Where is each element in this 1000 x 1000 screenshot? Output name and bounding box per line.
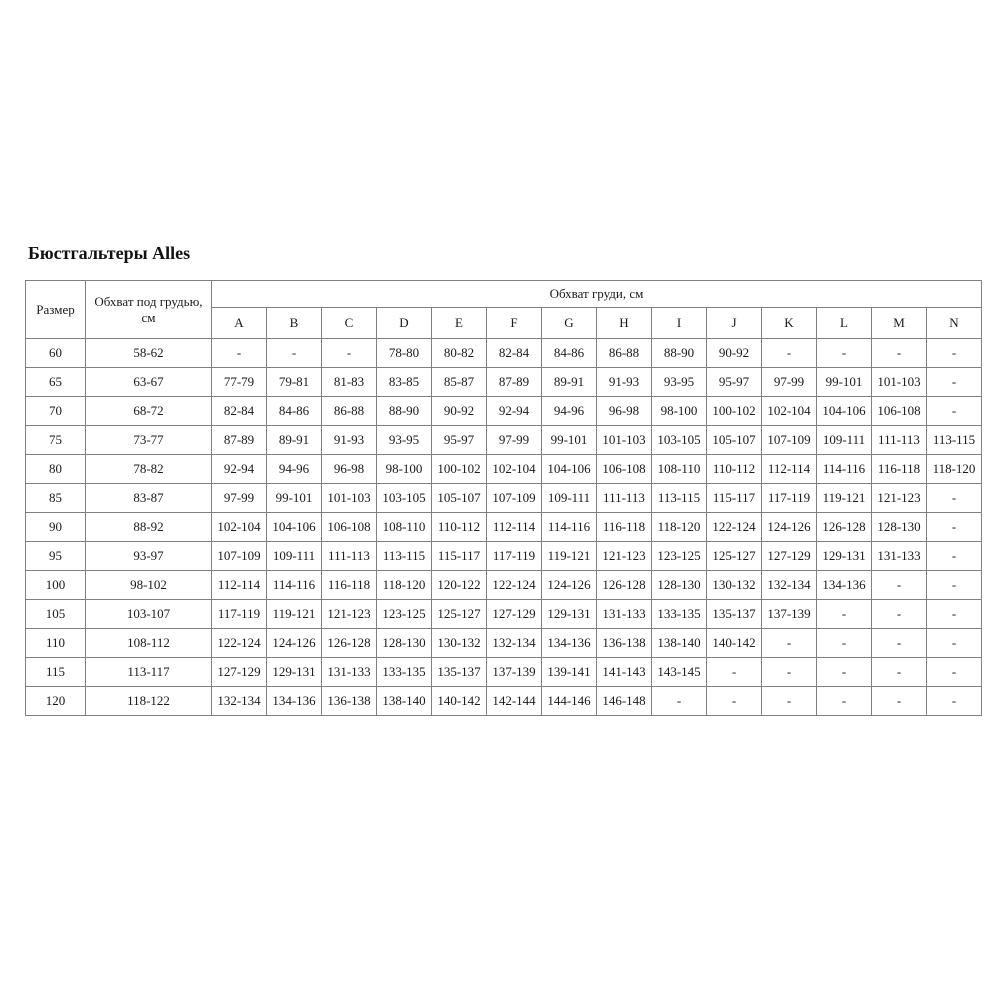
cup-range-cell: 127-129 bbox=[212, 658, 267, 687]
cup-range-cell: 85-87 bbox=[432, 368, 487, 397]
cup-range-cell: 112-114 bbox=[212, 571, 267, 600]
cup-range-cell: - bbox=[927, 513, 982, 542]
cup-range-cell: 109-111 bbox=[542, 484, 597, 513]
cup-range-cell: 89-91 bbox=[542, 368, 597, 397]
cup-range-cell: 127-129 bbox=[762, 542, 817, 571]
size-cell: 70 bbox=[26, 397, 86, 426]
cup-range-cell: 92-94 bbox=[212, 455, 267, 484]
cup-range-cell: - bbox=[267, 339, 322, 368]
cup-range-cell: 132-134 bbox=[762, 571, 817, 600]
cup-range-cell: 104-106 bbox=[542, 455, 597, 484]
cup-range-cell: 92-94 bbox=[487, 397, 542, 426]
cup-range-cell: 97-99 bbox=[212, 484, 267, 513]
cup-range-cell: - bbox=[707, 658, 762, 687]
size-cell: 75 bbox=[26, 426, 86, 455]
cup-range-cell: 116-118 bbox=[322, 571, 377, 600]
cup-range-cell: - bbox=[927, 339, 982, 368]
cup-column-header: E bbox=[432, 308, 487, 339]
cup-range-cell: 119-121 bbox=[267, 600, 322, 629]
cup-range-cell: 115-117 bbox=[432, 542, 487, 571]
cup-range-cell: 84-86 bbox=[542, 339, 597, 368]
cup-range-cell: 117-119 bbox=[487, 542, 542, 571]
size-cell: 115 bbox=[26, 658, 86, 687]
cup-range-cell: 139-141 bbox=[542, 658, 597, 687]
cup-range-cell: 131-133 bbox=[872, 542, 927, 571]
cup-column-header: H bbox=[597, 308, 652, 339]
cup-range-cell: 125-127 bbox=[707, 542, 762, 571]
underbust-cell: 88-92 bbox=[86, 513, 212, 542]
cup-range-cell: 102-104 bbox=[212, 513, 267, 542]
cup-range-cell: 84-86 bbox=[267, 397, 322, 426]
table-row bbox=[26, 397, 982, 426]
table-row bbox=[26, 600, 982, 629]
cup-range-cell: 93-95 bbox=[377, 426, 432, 455]
cup-range-cell: - bbox=[762, 658, 817, 687]
cup-range-cell: 119-121 bbox=[817, 484, 872, 513]
cup-range-cell: 101-103 bbox=[872, 368, 927, 397]
cup-column-header: F bbox=[487, 308, 542, 339]
cup-range-cell: 122-124 bbox=[487, 571, 542, 600]
cup-range-cell: 88-90 bbox=[652, 339, 707, 368]
cup-range-cell: 104-106 bbox=[817, 397, 872, 426]
cup-range-cell: 115-117 bbox=[707, 484, 762, 513]
cup-range-cell: 78-80 bbox=[377, 339, 432, 368]
cup-range-cell: 82-84 bbox=[212, 397, 267, 426]
cup-range-cell: 117-119 bbox=[212, 600, 267, 629]
cup-range-cell: 107-109 bbox=[212, 542, 267, 571]
cup-range-cell: - bbox=[762, 339, 817, 368]
cup-range-cell: 137-139 bbox=[487, 658, 542, 687]
underbust-cell: 108-112 bbox=[86, 629, 212, 658]
table-row bbox=[26, 571, 982, 600]
size-column-header: Размер bbox=[26, 281, 86, 339]
cup-range-cell: 90-92 bbox=[432, 397, 487, 426]
size-cell: 65 bbox=[26, 368, 86, 397]
cup-range-cell: 127-129 bbox=[487, 600, 542, 629]
cup-range-cell: 105-107 bbox=[707, 426, 762, 455]
size-cell: 95 bbox=[26, 542, 86, 571]
underbust-cell: 58-62 bbox=[86, 339, 212, 368]
cup-range-cell: 98-100 bbox=[652, 397, 707, 426]
table-row bbox=[26, 426, 982, 455]
cup-range-cell: 87-89 bbox=[212, 426, 267, 455]
cup-range-cell: 134-136 bbox=[542, 629, 597, 658]
cup-range-cell: 135-137 bbox=[707, 600, 762, 629]
cup-range-cell: 107-109 bbox=[762, 426, 817, 455]
cup-range-cell: - bbox=[817, 339, 872, 368]
cup-range-cell: 126-128 bbox=[817, 513, 872, 542]
cup-range-cell: 118-120 bbox=[927, 455, 982, 484]
size-cell: 85 bbox=[26, 484, 86, 513]
cup-range-cell: - bbox=[817, 658, 872, 687]
cup-range-cell: 121-123 bbox=[872, 484, 927, 513]
cup-range-cell: 140-142 bbox=[432, 687, 487, 716]
cup-range-cell: - bbox=[927, 658, 982, 687]
cup-range-cell: 130-132 bbox=[432, 629, 487, 658]
cup-range-cell: 128-130 bbox=[872, 513, 927, 542]
cup-range-cell: 109-111 bbox=[817, 426, 872, 455]
cup-range-cell: 126-128 bbox=[597, 571, 652, 600]
cup-column-header: N bbox=[927, 308, 982, 339]
cup-range-cell: 103-105 bbox=[652, 426, 707, 455]
cup-range-cell: 144-146 bbox=[542, 687, 597, 716]
cup-range-cell: - bbox=[872, 571, 927, 600]
cup-range-cell: 104-106 bbox=[267, 513, 322, 542]
cup-range-cell: 112-114 bbox=[762, 455, 817, 484]
cup-column-header: M bbox=[872, 308, 927, 339]
underbust-cell: 73-77 bbox=[86, 426, 212, 455]
cup-range-cell: 128-130 bbox=[377, 629, 432, 658]
cup-range-cell: 129-131 bbox=[817, 542, 872, 571]
cup-range-cell: 134-136 bbox=[817, 571, 872, 600]
cup-range-cell: 132-134 bbox=[212, 687, 267, 716]
table-row bbox=[26, 629, 982, 658]
cup-range-cell: - bbox=[817, 629, 872, 658]
size-cell: 105 bbox=[26, 600, 86, 629]
cup-range-cell: 94-96 bbox=[267, 455, 322, 484]
cup-range-cell: 86-88 bbox=[322, 397, 377, 426]
cup-range-cell: 111-113 bbox=[322, 542, 377, 571]
cup-range-cell: 124-126 bbox=[762, 513, 817, 542]
cup-range-cell: - bbox=[927, 629, 982, 658]
cup-range-cell: 102-104 bbox=[762, 397, 817, 426]
cup-range-cell: 98-100 bbox=[377, 455, 432, 484]
size-cell: 100 bbox=[26, 571, 86, 600]
cup-range-cell: 124-126 bbox=[267, 629, 322, 658]
cup-range-cell: 140-142 bbox=[707, 629, 762, 658]
cup-range-cell: 121-123 bbox=[322, 600, 377, 629]
cup-range-cell: 132-134 bbox=[487, 629, 542, 658]
cup-range-cell: 123-125 bbox=[377, 600, 432, 629]
cup-range-cell: 106-108 bbox=[872, 397, 927, 426]
cup-range-cell: 96-98 bbox=[322, 455, 377, 484]
cup-range-cell: - bbox=[872, 658, 927, 687]
cup-range-cell: 133-135 bbox=[377, 658, 432, 687]
cup-range-cell: 110-112 bbox=[707, 455, 762, 484]
cup-range-cell: 93-95 bbox=[652, 368, 707, 397]
cup-range-cell: 103-105 bbox=[377, 484, 432, 513]
cup-range-cell: 113-115 bbox=[652, 484, 707, 513]
cup-column-header: G bbox=[542, 308, 597, 339]
table-row bbox=[26, 339, 982, 368]
underbust-cell: 113-117 bbox=[86, 658, 212, 687]
cup-range-cell: 116-118 bbox=[597, 513, 652, 542]
cup-column-header: I bbox=[652, 308, 707, 339]
cup-range-cell: 97-99 bbox=[487, 426, 542, 455]
table-row bbox=[26, 455, 982, 484]
cup-range-cell: 129-131 bbox=[267, 658, 322, 687]
cup-range-cell: 110-112 bbox=[432, 513, 487, 542]
cup-range-cell: 106-108 bbox=[597, 455, 652, 484]
bust-group-header: Обхват груди, см bbox=[212, 281, 982, 308]
cup-range-cell: 135-137 bbox=[432, 658, 487, 687]
cup-range-cell: 111-113 bbox=[597, 484, 652, 513]
cup-range-cell: 123-125 bbox=[652, 542, 707, 571]
cup-range-cell: 80-82 bbox=[432, 339, 487, 368]
cup-range-cell: 114-116 bbox=[542, 513, 597, 542]
cup-range-cell: 126-128 bbox=[322, 629, 377, 658]
cup-range-cell: - bbox=[762, 687, 817, 716]
cup-range-cell: 102-104 bbox=[487, 455, 542, 484]
cup-range-cell: 77-79 bbox=[212, 368, 267, 397]
cup-range-cell: - bbox=[927, 484, 982, 513]
size-cell: 80 bbox=[26, 455, 86, 484]
cup-range-cell: 91-93 bbox=[322, 426, 377, 455]
cup-range-cell: 138-140 bbox=[652, 629, 707, 658]
cup-range-cell: - bbox=[927, 368, 982, 397]
cup-range-cell: 100-102 bbox=[432, 455, 487, 484]
size-cell: 60 bbox=[26, 339, 86, 368]
cup-range-cell: - bbox=[872, 687, 927, 716]
cup-range-cell: 120-122 bbox=[432, 571, 487, 600]
cup-range-cell: 117-119 bbox=[762, 484, 817, 513]
cup-column-header: A bbox=[212, 308, 267, 339]
cup-range-cell: - bbox=[817, 600, 872, 629]
cup-range-cell: 131-133 bbox=[597, 600, 652, 629]
underbust-cell: 103-107 bbox=[86, 600, 212, 629]
cup-range-cell: 94-96 bbox=[542, 397, 597, 426]
cup-range-cell: 79-81 bbox=[267, 368, 322, 397]
cup-column-header: K bbox=[762, 308, 817, 339]
table-row bbox=[26, 484, 982, 513]
size-chart-table bbox=[25, 280, 982, 716]
cup-range-cell: 125-127 bbox=[432, 600, 487, 629]
cup-range-cell: - bbox=[927, 397, 982, 426]
cup-range-cell: 124-126 bbox=[542, 571, 597, 600]
underbust-cell: 78-82 bbox=[86, 455, 212, 484]
cup-range-cell: 95-97 bbox=[432, 426, 487, 455]
cup-column-header: B bbox=[267, 308, 322, 339]
cup-range-cell: 88-90 bbox=[377, 397, 432, 426]
cup-range-cell: 109-111 bbox=[267, 542, 322, 571]
cup-range-cell: - bbox=[817, 687, 872, 716]
cup-range-cell: 108-110 bbox=[652, 455, 707, 484]
cup-range-cell: - bbox=[927, 571, 982, 600]
cup-range-cell: 143-145 bbox=[652, 658, 707, 687]
cup-range-cell: 141-143 bbox=[597, 658, 652, 687]
cup-range-cell: - bbox=[707, 687, 762, 716]
cup-range-cell: 101-103 bbox=[597, 426, 652, 455]
cup-range-cell: 136-138 bbox=[597, 629, 652, 658]
cup-range-cell: 137-139 bbox=[762, 600, 817, 629]
cup-range-cell: 114-116 bbox=[267, 571, 322, 600]
cup-range-cell: 118-120 bbox=[377, 571, 432, 600]
cup-range-cell: - bbox=[762, 629, 817, 658]
cup-range-cell: 107-109 bbox=[487, 484, 542, 513]
cup-range-cell: - bbox=[927, 600, 982, 629]
table-row bbox=[26, 542, 982, 571]
cup-range-cell: - bbox=[872, 600, 927, 629]
table-row bbox=[26, 513, 982, 542]
cup-range-cell: 131-133 bbox=[322, 658, 377, 687]
cup-range-cell: 91-93 bbox=[597, 368, 652, 397]
cup-range-cell: 113-115 bbox=[927, 426, 982, 455]
cup-range-cell: 113-115 bbox=[377, 542, 432, 571]
cup-range-cell: 112-114 bbox=[487, 513, 542, 542]
cup-range-cell: 82-84 bbox=[487, 339, 542, 368]
page-title: Бюстгальтеры Alles bbox=[28, 243, 191, 263]
cup-range-cell: - bbox=[927, 542, 982, 571]
cup-range-cell: 111-113 bbox=[872, 426, 927, 455]
cup-range-cell: 122-124 bbox=[707, 513, 762, 542]
cup-range-cell: 108-110 bbox=[377, 513, 432, 542]
cup-range-cell: 136-138 bbox=[322, 687, 377, 716]
cup-range-cell: 106-108 bbox=[322, 513, 377, 542]
cup-range-cell: 99-101 bbox=[542, 426, 597, 455]
cup-range-cell: 114-116 bbox=[817, 455, 872, 484]
table-header bbox=[26, 281, 982, 339]
underbust-cell: 68-72 bbox=[86, 397, 212, 426]
cup-range-cell: 118-120 bbox=[652, 513, 707, 542]
size-cell: 90 bbox=[26, 513, 86, 542]
cup-column-header: J bbox=[707, 308, 762, 339]
cup-range-cell: - bbox=[872, 339, 927, 368]
table-body bbox=[26, 339, 982, 716]
cup-range-cell: 83-85 bbox=[377, 368, 432, 397]
cup-range-cell: 96-98 bbox=[597, 397, 652, 426]
cup-range-cell: 142-144 bbox=[487, 687, 542, 716]
cup-range-cell: 99-101 bbox=[267, 484, 322, 513]
cup-range-cell: 81-83 bbox=[322, 368, 377, 397]
cup-range-cell: 101-103 bbox=[322, 484, 377, 513]
cup-column-header: D bbox=[377, 308, 432, 339]
cup-range-cell: 105-107 bbox=[432, 484, 487, 513]
header-row-top bbox=[26, 281, 982, 308]
cup-range-cell: 129-131 bbox=[542, 600, 597, 629]
underbust-cell: 63-67 bbox=[86, 368, 212, 397]
cup-range-cell: 87-89 bbox=[487, 368, 542, 397]
size-cell: 120 bbox=[26, 687, 86, 716]
cup-range-cell: 119-121 bbox=[542, 542, 597, 571]
underbust-cell: 98-102 bbox=[86, 571, 212, 600]
table-row bbox=[26, 658, 982, 687]
cup-range-cell: 122-124 bbox=[212, 629, 267, 658]
cup-range-cell: 130-132 bbox=[707, 571, 762, 600]
table-row bbox=[26, 368, 982, 397]
cup-range-cell: 128-130 bbox=[652, 571, 707, 600]
cup-range-cell: - bbox=[927, 687, 982, 716]
cup-range-cell: 99-101 bbox=[817, 368, 872, 397]
underbust-cell: 93-97 bbox=[86, 542, 212, 571]
cup-range-cell: 86-88 bbox=[597, 339, 652, 368]
table-row bbox=[26, 687, 982, 716]
cup-range-cell: 146-148 bbox=[597, 687, 652, 716]
cup-range-cell: 116-118 bbox=[872, 455, 927, 484]
cup-column-header: C bbox=[322, 308, 377, 339]
cup-range-cell: - bbox=[322, 339, 377, 368]
cup-column-header: L bbox=[817, 308, 872, 339]
cup-range-cell: 100-102 bbox=[707, 397, 762, 426]
underbust-column-header: Обхват под грудью, см bbox=[86, 281, 212, 339]
cup-range-cell: 133-135 bbox=[652, 600, 707, 629]
cup-range-cell: 90-92 bbox=[707, 339, 762, 368]
cup-range-cell: - bbox=[212, 339, 267, 368]
cup-range-cell: 97-99 bbox=[762, 368, 817, 397]
cup-range-cell: 138-140 bbox=[377, 687, 432, 716]
size-cell: 110 bbox=[26, 629, 86, 658]
cup-range-cell: 89-91 bbox=[267, 426, 322, 455]
cup-range-cell: 134-136 bbox=[267, 687, 322, 716]
cup-range-cell: - bbox=[652, 687, 707, 716]
underbust-cell: 83-87 bbox=[86, 484, 212, 513]
cup-range-cell: - bbox=[872, 629, 927, 658]
cup-range-cell: 121-123 bbox=[597, 542, 652, 571]
underbust-cell: 118-122 bbox=[86, 687, 212, 716]
cup-range-cell: 95-97 bbox=[707, 368, 762, 397]
